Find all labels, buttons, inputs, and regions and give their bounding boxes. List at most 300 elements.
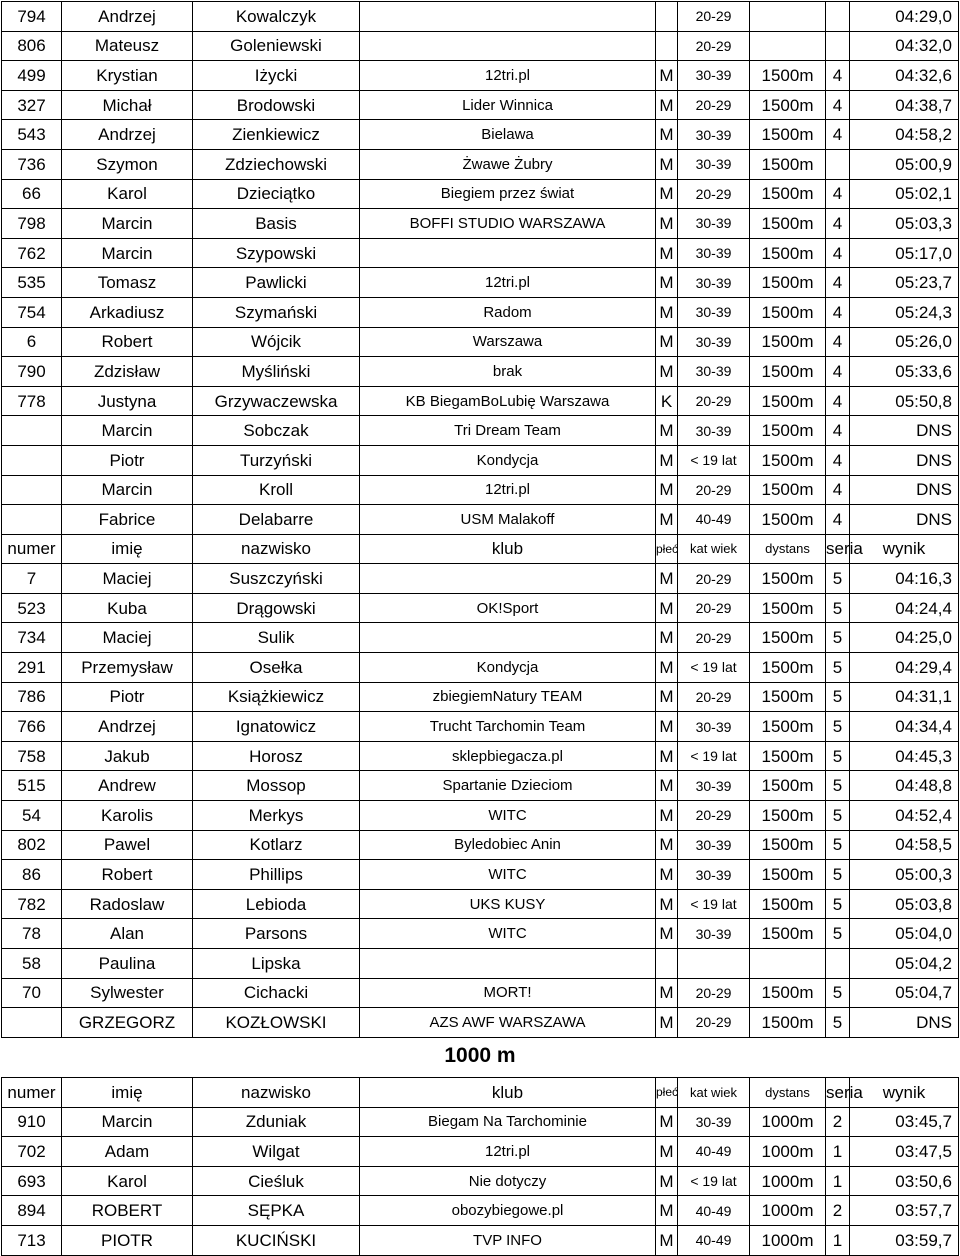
cell-wynik: 05:50,8	[850, 386, 959, 416]
table-row	[2, 1225, 959, 1255]
table-row	[2, 919, 959, 949]
cell-nazwisko: Zduniak	[193, 1107, 360, 1137]
cell-seria: 5	[826, 830, 850, 860]
cell-numer	[2, 445, 62, 475]
cell-seria: 4	[826, 90, 850, 120]
table-row	[2, 2, 959, 32]
cell-dystans: 1500m	[750, 712, 826, 742]
cell-wynik: 04:52,4	[850, 801, 959, 831]
cell-seria: 4	[826, 357, 850, 387]
cell-imie: Fabrice	[62, 505, 193, 535]
cell-klub: Biegam Na Tarchominie	[360, 1107, 656, 1137]
cell-numer: 786	[2, 682, 62, 712]
results-table-1500m	[1, 1, 959, 1038]
cell-nazwisko: Książkiewicz	[193, 682, 360, 712]
table-row	[2, 801, 959, 831]
cell-klub: Warszawa	[360, 327, 656, 357]
cell-imie: Robert	[62, 327, 193, 357]
cell-plec: M	[656, 1107, 678, 1137]
cell-numer: 713	[2, 1225, 62, 1255]
cell-kat-wiek: 20-29	[678, 593, 750, 623]
cell-wynik: 04:29,4	[850, 653, 959, 683]
cell-nazwisko: Szypowski	[193, 238, 360, 268]
cell-plec: M	[656, 416, 678, 446]
cell-wynik: 03:45,7	[850, 1107, 959, 1137]
cell-wynik: DNS	[850, 416, 959, 446]
cell-dystans: 1500m	[750, 297, 826, 327]
cell-plec: M	[656, 475, 678, 505]
header-dystans: dystans	[750, 534, 826, 564]
cell-kat-wiek: 40-49	[678, 1196, 750, 1226]
table-row	[2, 120, 959, 150]
cell-seria	[826, 2, 850, 32]
header-row-series-5	[2, 534, 959, 564]
cell-plec: M	[656, 268, 678, 298]
cell-klub: Bielawa	[360, 120, 656, 150]
cell-kat-wiek: < 19 lat	[678, 1166, 750, 1196]
cell-klub: Spartanie Dzieciom	[360, 771, 656, 801]
cell-dystans: 1500m	[750, 682, 826, 712]
cell-klub: Żwawe Żubry	[360, 149, 656, 179]
cell-numer: 894	[2, 1196, 62, 1226]
cell-imie: Andrzej	[62, 120, 193, 150]
cell-nazwisko: Osełka	[193, 653, 360, 683]
cell-klub: Radom	[360, 297, 656, 327]
cell-klub: 12tri.pl	[360, 475, 656, 505]
cell-wynik: 04:31,1	[850, 682, 959, 712]
cell-dystans: 1500m	[750, 741, 826, 771]
cell-dystans: 1000m	[750, 1166, 826, 1196]
table-row	[2, 623, 959, 653]
cell-plec: M	[656, 564, 678, 594]
cell-kat-wiek: 30-39	[678, 1107, 750, 1137]
cell-plec: M	[656, 741, 678, 771]
cell-klub: WITC	[360, 860, 656, 890]
header-dystans: dystans	[750, 1078, 826, 1108]
cell-plec	[656, 2, 678, 32]
cell-seria: 1	[826, 1225, 850, 1255]
cell-numer: 78	[2, 919, 62, 949]
cell-dystans: 1500m	[750, 564, 826, 594]
table-header	[2, 534, 959, 564]
cell-plec: M	[656, 120, 678, 150]
cell-kat-wiek: 20-29	[678, 801, 750, 831]
cell-wynik: 05:04,0	[850, 919, 959, 949]
header-klub: klub	[360, 1078, 656, 1108]
cell-wynik: 03:59,7	[850, 1225, 959, 1255]
cell-imie: Piotr	[62, 445, 193, 475]
cell-nazwisko: Szymański	[193, 297, 360, 327]
cell-imie: Justyna	[62, 386, 193, 416]
cell-dystans	[750, 949, 826, 979]
cell-imie: Piotr	[62, 682, 193, 712]
table-row	[2, 179, 959, 209]
cell-seria: 4	[826, 475, 850, 505]
cell-numer: 58	[2, 949, 62, 979]
cell-imie: Kuba	[62, 593, 193, 623]
cell-numer: 778	[2, 386, 62, 416]
cell-nazwisko: Sulik	[193, 623, 360, 653]
table-header	[2, 1078, 959, 1108]
cell-numer: 327	[2, 90, 62, 120]
cell-imie: Karol	[62, 1166, 193, 1196]
cell-numer: 523	[2, 593, 62, 623]
cell-numer: 782	[2, 889, 62, 919]
cell-klub: Lider Winnica	[360, 90, 656, 120]
cell-imie: PIOTR	[62, 1225, 193, 1255]
cell-nazwisko: Kroll	[193, 475, 360, 505]
cell-seria: 5	[826, 1008, 850, 1038]
cell-seria: 4	[826, 327, 850, 357]
table-row	[2, 61, 959, 91]
cell-wynik: DNS	[850, 1008, 959, 1038]
cell-kat-wiek: 20-29	[678, 1008, 750, 1038]
cell-imie: ROBERT	[62, 1196, 193, 1226]
table-row	[2, 149, 959, 179]
cell-imie: Marcin	[62, 209, 193, 239]
cell-numer: 54	[2, 801, 62, 831]
cell-plec: M	[656, 238, 678, 268]
cell-klub	[360, 2, 656, 32]
cell-seria: 4	[826, 297, 850, 327]
cell-seria: 5	[826, 889, 850, 919]
cell-plec: M	[656, 327, 678, 357]
cell-seria: 5	[826, 653, 850, 683]
cell-imie: Marcin	[62, 475, 193, 505]
cell-kat-wiek	[678, 949, 750, 979]
header-klub: klub	[360, 534, 656, 564]
cell-wynik: 04:38,7	[850, 90, 959, 120]
cell-dystans: 1500m	[750, 978, 826, 1008]
cell-seria	[826, 31, 850, 61]
cell-imie: Andrzej	[62, 712, 193, 742]
cell-plec: M	[656, 771, 678, 801]
cell-dystans: 1500m	[750, 475, 826, 505]
cell-seria: 2	[826, 1196, 850, 1226]
cell-numer: 702	[2, 1137, 62, 1167]
cell-numer: 794	[2, 2, 62, 32]
cell-plec: M	[656, 889, 678, 919]
cell-wynik: DNS	[850, 505, 959, 535]
cell-klub: BOFFI STUDIO WARSZAWA	[360, 209, 656, 239]
cell-kat-wiek: 30-39	[678, 61, 750, 91]
cell-nazwisko: Phillips	[193, 860, 360, 890]
cell-kat-wiek: 30-39	[678, 712, 750, 742]
table-row	[2, 297, 959, 327]
cell-wynik: 05:23,7	[850, 268, 959, 298]
table-row	[2, 830, 959, 860]
cell-plec: M	[656, 919, 678, 949]
cell-numer: 535	[2, 268, 62, 298]
cell-imie: Arkadiusz	[62, 297, 193, 327]
cell-imie: Jakub	[62, 741, 193, 771]
cell-plec: M	[656, 712, 678, 742]
cell-nazwisko: Pawlicki	[193, 268, 360, 298]
cell-imie: Mateusz	[62, 31, 193, 61]
table-row	[2, 1008, 959, 1038]
cell-numer: 754	[2, 297, 62, 327]
header-wynik: wynik	[850, 1078, 959, 1108]
cell-wynik: 04:24,4	[850, 593, 959, 623]
cell-nazwisko: Merkys	[193, 801, 360, 831]
cell-dystans: 1500m	[750, 919, 826, 949]
cell-plec: M	[656, 801, 678, 831]
cell-imie: Tomasz	[62, 268, 193, 298]
cell-dystans: 1500m	[750, 238, 826, 268]
cell-klub	[360, 238, 656, 268]
cell-nazwisko: Zienkiewicz	[193, 120, 360, 150]
cell-imie: Szymon	[62, 149, 193, 179]
cell-numer	[2, 416, 62, 446]
table-row	[2, 416, 959, 446]
cell-dystans: 1500m	[750, 90, 826, 120]
table-row	[2, 1137, 959, 1167]
cell-kat-wiek: 30-39	[678, 357, 750, 387]
cell-numer: 762	[2, 238, 62, 268]
cell-klub: sklepbiegacza.pl	[360, 741, 656, 771]
header-plec: płeć	[656, 534, 678, 564]
cell-plec: M	[656, 90, 678, 120]
cell-nazwisko: KOZŁOWSKI	[193, 1008, 360, 1038]
cell-nazwisko: Basis	[193, 209, 360, 239]
cell-seria	[826, 149, 850, 179]
cell-seria	[826, 949, 850, 979]
cell-wynik: 03:57,7	[850, 1196, 959, 1226]
cell-kat-wiek: 20-29	[678, 31, 750, 61]
cell-wynik: 05:17,0	[850, 238, 959, 268]
cell-dystans: 1500m	[750, 771, 826, 801]
cell-seria: 4	[826, 209, 850, 239]
cell-dystans: 1000m	[750, 1107, 826, 1137]
cell-plec: M	[656, 682, 678, 712]
cell-numer: 798	[2, 209, 62, 239]
results-series-5	[2, 564, 959, 1038]
cell-klub	[360, 31, 656, 61]
header-kat-wiek: kat wiek	[678, 534, 750, 564]
cell-seria: 4	[826, 179, 850, 209]
cell-wynik: 04:58,2	[850, 120, 959, 150]
cell-kat-wiek: 30-39	[678, 297, 750, 327]
cell-plec: M	[656, 623, 678, 653]
cell-dystans: 1000m	[750, 1137, 826, 1167]
cell-dystans: 1500m	[750, 1008, 826, 1038]
table-row	[2, 949, 959, 979]
cell-dystans: 1500m	[750, 593, 826, 623]
cell-klub: OK!Sport	[360, 593, 656, 623]
table-row	[2, 238, 959, 268]
cell-dystans: 1500m	[750, 268, 826, 298]
cell-klub: Trucht Tarchomin Team	[360, 712, 656, 742]
cell-kat-wiek: 20-29	[678, 90, 750, 120]
cell-nazwisko: Mossop	[193, 771, 360, 801]
cell-numer: 543	[2, 120, 62, 150]
cell-dystans	[750, 2, 826, 32]
cell-nazwisko: Dzieciątko	[193, 179, 360, 209]
cell-imie: Andrew	[62, 771, 193, 801]
table-row	[2, 978, 959, 1008]
cell-numer: 515	[2, 771, 62, 801]
cell-plec: M	[656, 653, 678, 683]
cell-seria: 4	[826, 505, 850, 535]
cell-kat-wiek: 20-29	[678, 2, 750, 32]
cell-wynik: 04:32,6	[850, 61, 959, 91]
cell-numer: 66	[2, 179, 62, 209]
cell-numer: 86	[2, 860, 62, 890]
cell-numer: 736	[2, 149, 62, 179]
cell-dystans: 1500m	[750, 149, 826, 179]
cell-klub: Tri Dream Team	[360, 416, 656, 446]
cell-dystans: 1500m	[750, 209, 826, 239]
table-row	[2, 712, 959, 742]
cell-imie: GRZEGORZ	[62, 1008, 193, 1038]
cell-plec: M	[656, 978, 678, 1008]
cell-seria: 4	[826, 238, 850, 268]
cell-nazwisko: Myśliński	[193, 357, 360, 387]
cell-kat-wiek: 40-49	[678, 1137, 750, 1167]
results-series-4	[2, 2, 959, 535]
cell-plec: M	[656, 1137, 678, 1167]
header-row-1000m	[2, 1078, 959, 1108]
cell-wynik: 05:04,7	[850, 978, 959, 1008]
cell-plec: M	[656, 593, 678, 623]
cell-dystans: 1500m	[750, 445, 826, 475]
cell-nazwisko: Suszczyński	[193, 564, 360, 594]
cell-dystans: 1500m	[750, 623, 826, 653]
cell-dystans: 1500m	[750, 386, 826, 416]
cell-nazwisko: Goleniewski	[193, 31, 360, 61]
cell-plec: M	[656, 1166, 678, 1196]
cell-numer: 499	[2, 61, 62, 91]
cell-imie: Zdzisław	[62, 357, 193, 387]
cell-seria: 5	[826, 919, 850, 949]
cell-dystans: 1500m	[750, 327, 826, 357]
table-row	[2, 209, 959, 239]
cell-kat-wiek: 30-39	[678, 238, 750, 268]
cell-plec: M	[656, 860, 678, 890]
cell-kat-wiek: < 19 lat	[678, 889, 750, 919]
cell-kat-wiek: 20-29	[678, 623, 750, 653]
cell-klub: Kondycja	[360, 445, 656, 475]
cell-imie: Marcin	[62, 1107, 193, 1137]
cell-wynik: 05:04,2	[850, 949, 959, 979]
cell-seria: 5	[826, 623, 850, 653]
cell-seria: 4	[826, 445, 850, 475]
cell-wynik: 05:03,3	[850, 209, 959, 239]
cell-klub	[360, 949, 656, 979]
cell-klub: TVP INFO	[360, 1225, 656, 1255]
cell-seria: 4	[826, 386, 850, 416]
cell-klub: MORT!	[360, 978, 656, 1008]
cell-kat-wiek: 30-39	[678, 327, 750, 357]
cell-nazwisko: Wójcik	[193, 327, 360, 357]
header-numer: numer	[2, 534, 62, 564]
cell-klub: zbiegiemNatury TEAM	[360, 682, 656, 712]
cell-plec: M	[656, 505, 678, 535]
cell-seria: 4	[826, 268, 850, 298]
cell-klub: 12tri.pl	[360, 61, 656, 91]
cell-plec: M	[656, 149, 678, 179]
cell-seria: 5	[826, 682, 850, 712]
cell-dystans	[750, 31, 826, 61]
header-numer: numer	[2, 1078, 62, 1108]
cell-wynik: 03:50,6	[850, 1166, 959, 1196]
cell-klub: WITC	[360, 801, 656, 831]
cell-klub: obozybiegowe.pl	[360, 1196, 656, 1226]
cell-plec: M	[656, 830, 678, 860]
cell-seria: 1	[826, 1137, 850, 1167]
cell-imie: Michał	[62, 90, 193, 120]
cell-dystans: 1000m	[750, 1225, 826, 1255]
cell-wynik: 05:03,8	[850, 889, 959, 919]
cell-wynik: 05:00,9	[850, 149, 959, 179]
cell-kat-wiek: 30-39	[678, 771, 750, 801]
cell-kat-wiek: 20-29	[678, 564, 750, 594]
cell-klub	[360, 623, 656, 653]
results-1000m	[2, 1107, 959, 1255]
cell-plec	[656, 31, 678, 61]
cell-dystans: 1500m	[750, 61, 826, 91]
cell-nazwisko: Wilgat	[193, 1137, 360, 1167]
table-row	[2, 593, 959, 623]
cell-plec: M	[656, 61, 678, 91]
cell-seria: 5	[826, 741, 850, 771]
cell-dystans: 1500m	[750, 120, 826, 150]
cell-klub: Nie dotyczy	[360, 1166, 656, 1196]
cell-plec: M	[656, 1225, 678, 1255]
cell-seria: 5	[826, 564, 850, 594]
cell-klub: USM Malakoff	[360, 505, 656, 535]
cell-kat-wiek: < 19 lat	[678, 741, 750, 771]
cell-kat-wiek: 20-29	[678, 978, 750, 1008]
cell-kat-wiek: 30-39	[678, 209, 750, 239]
table-row	[2, 889, 959, 919]
cell-nazwisko: Drągowski	[193, 593, 360, 623]
cell-wynik: 04:16,3	[850, 564, 959, 594]
table-row	[2, 1107, 959, 1137]
cell-klub: 12tri.pl	[360, 268, 656, 298]
cell-dystans: 1500m	[750, 416, 826, 446]
cell-kat-wiek: 20-29	[678, 179, 750, 209]
cell-seria: 1	[826, 1166, 850, 1196]
cell-imie: Radoslaw	[62, 889, 193, 919]
cell-nazwisko: Turzyński	[193, 445, 360, 475]
cell-klub: KB BiegamBoLubię Warszawa	[360, 386, 656, 416]
cell-klub: Byledobiec Anin	[360, 830, 656, 860]
cell-wynik: 04:48,8	[850, 771, 959, 801]
cell-numer: 790	[2, 357, 62, 387]
cell-wynik: 03:47,5	[850, 1137, 959, 1167]
cell-wynik: 04:25,0	[850, 623, 959, 653]
cell-nazwisko: Brodowski	[193, 90, 360, 120]
cell-seria: 4	[826, 61, 850, 91]
cell-wynik: DNS	[850, 445, 959, 475]
table-row	[2, 327, 959, 357]
cell-wynik: 04:58,5	[850, 830, 959, 860]
cell-imie: Przemysław	[62, 653, 193, 683]
cell-numer: 910	[2, 1107, 62, 1137]
cell-klub: 12tri.pl	[360, 1137, 656, 1167]
table-row	[2, 1166, 959, 1196]
cell-plec: M	[656, 357, 678, 387]
header-nazwisko: nazwisko	[193, 534, 360, 564]
cell-imie: Alan	[62, 919, 193, 949]
cell-nazwisko: Kotlarz	[193, 830, 360, 860]
cell-nazwisko: SĘPKA	[193, 1196, 360, 1226]
cell-imie: Karolis	[62, 801, 193, 831]
cell-wynik: 04:45,3	[850, 741, 959, 771]
table-row	[2, 741, 959, 771]
cell-plec: M	[656, 179, 678, 209]
